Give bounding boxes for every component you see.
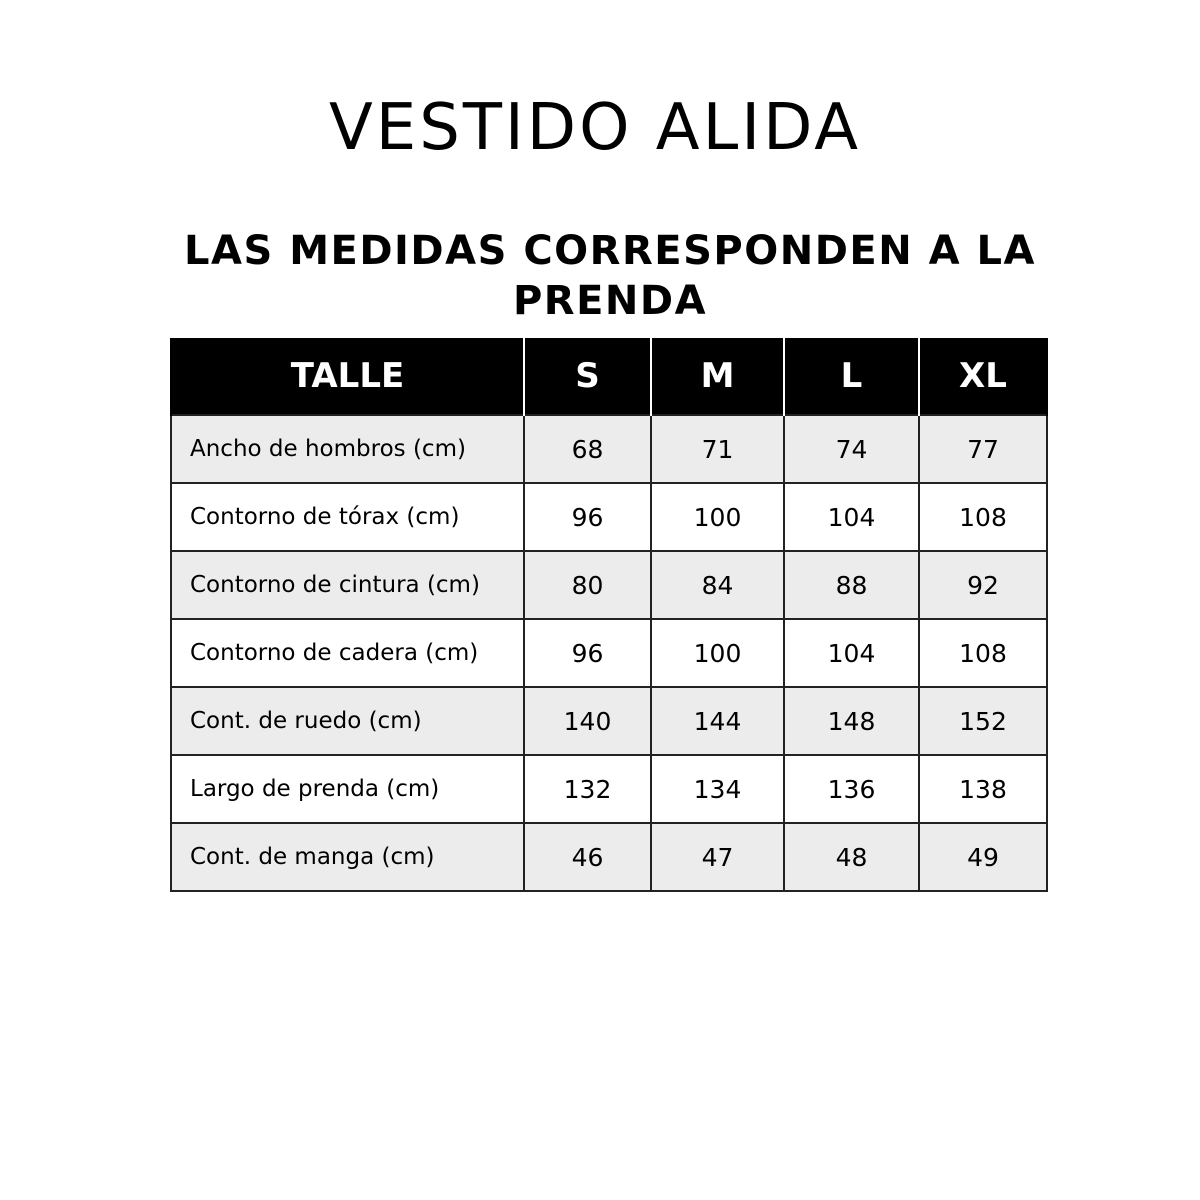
cell-s: 96	[524, 483, 651, 551]
header-size-s: S	[524, 338, 651, 415]
cell-l: 74	[784, 415, 919, 483]
cell-l: 48	[784, 823, 919, 891]
page-title: VESTIDO ALIDA	[328, 91, 862, 165]
header-size-l: L	[784, 338, 919, 415]
header-size-xl: XL	[919, 338, 1047, 415]
cell-m: 134	[651, 755, 784, 823]
cell-xl: 138	[919, 755, 1047, 823]
size-chart-table	[170, 338, 1048, 892]
header-talle: TALLE	[171, 338, 524, 415]
row-label: Cont. de manga (cm)	[171, 823, 524, 891]
table-row	[171, 687, 1047, 755]
table-row	[171, 415, 1047, 483]
row-label: Contorno de cintura (cm)	[171, 551, 524, 619]
cell-m: 71	[651, 415, 784, 483]
cell-m: 47	[651, 823, 784, 891]
cell-s: 46	[524, 823, 651, 891]
cell-l: 104	[784, 619, 919, 687]
table-header-row	[171, 338, 1047, 415]
row-label: Contorno de cadera (cm)	[171, 619, 524, 687]
table-row	[171, 483, 1047, 551]
cell-xl: 152	[919, 687, 1047, 755]
row-label: Largo de prenda (cm)	[171, 755, 524, 823]
row-label: Ancho de hombros (cm)	[171, 415, 524, 483]
cell-l: 88	[784, 551, 919, 619]
cell-xl: 92	[919, 551, 1047, 619]
cell-xl: 77	[919, 415, 1047, 483]
row-label: Cont. de ruedo (cm)	[171, 687, 524, 755]
cell-s: 140	[524, 687, 651, 755]
cell-l: 136	[784, 755, 919, 823]
cell-m: 144	[651, 687, 784, 755]
cell-s: 68	[524, 415, 651, 483]
cell-m: 100	[651, 619, 784, 687]
cell-l: 148	[784, 687, 919, 755]
cell-xl: 108	[919, 619, 1047, 687]
cell-l: 104	[784, 483, 919, 551]
cell-xl: 49	[919, 823, 1047, 891]
row-label: Contorno de tórax (cm)	[171, 483, 524, 551]
cell-m: 100	[651, 483, 784, 551]
table-row	[171, 823, 1047, 891]
page-subtitle: LAS MEDIDAS CORRESPONDEN A LA PRENDA	[184, 228, 1036, 324]
cell-s: 132	[524, 755, 651, 823]
cell-m: 84	[651, 551, 784, 619]
table-row	[171, 619, 1047, 687]
header-size-m: M	[651, 338, 784, 415]
cell-s: 96	[524, 619, 651, 687]
cell-xl: 108	[919, 483, 1047, 551]
cell-s: 80	[524, 551, 651, 619]
table-row	[171, 755, 1047, 823]
table-row	[171, 551, 1047, 619]
